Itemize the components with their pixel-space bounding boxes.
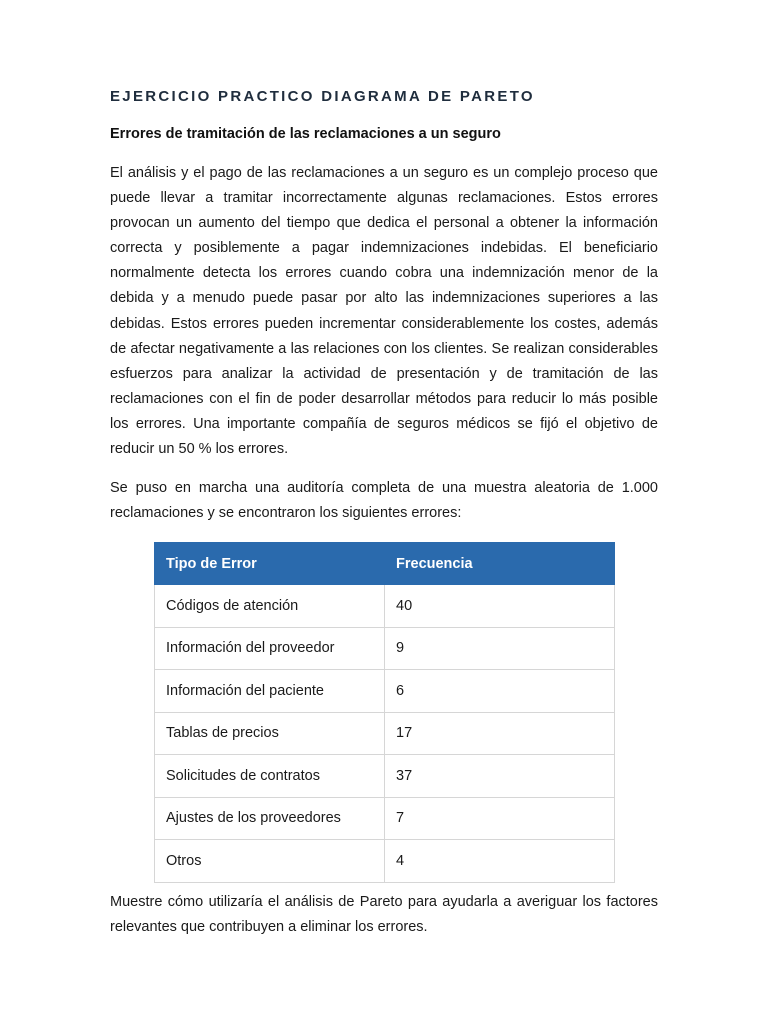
frequency-cell: 9	[385, 627, 615, 670]
error-type-cell: Códigos de atención	[155, 585, 385, 628]
table-row	[155, 670, 615, 713]
table-row	[155, 585, 615, 628]
table-row	[155, 840, 615, 883]
error-frequency-table	[154, 542, 615, 883]
frequency-cell: 4	[385, 840, 615, 883]
error-type-cell: Otros	[155, 840, 385, 883]
frequency-cell: 40	[385, 585, 615, 628]
document-subtitle: Errores de tramitación de las reclamaciones a un seguro	[110, 126, 501, 142]
intro-paragraph: El análisis y el pago de las reclamaciones a un seguro es un complejo proceso que puede llevar a tramitar incorrectamente algunas reclamaciones. Estos errores provocan un aumento del tiempo que dedica el personal a obtener la información correcta y posiblemente a pagar indemnizaciones indebidas. El beneficiario normalmente detecta los errores cuando cobra una indemnización menor de la debida y a menudo puede pasar por alto las indemnizaciones superiores a las debidas. Estos errores pueden incrementar considerablemente los costes, además de afectar negativamente a las relaciones con los clientes. Se realizan considerables esfuerzos para analizar la actividad de presentación y de tramitación de las reclamaciones con el fin de poder desarrollar métodos para reducir lo más posible los errores. Una importante compañía de seguros médicos se fijó el objetivo de reducir un 50 % los errores.	[110, 165, 658, 458]
table-row	[155, 797, 615, 840]
frequency-cell: 6	[385, 670, 615, 713]
frequency-cell: 17	[385, 712, 615, 755]
table-header-row	[155, 543, 615, 585]
error-type-cell: Ajustes de los proveedores	[155, 797, 385, 840]
header-frequency: Frecuencia	[385, 543, 615, 585]
error-type-cell: Información del paciente	[155, 670, 385, 713]
table-row	[155, 712, 615, 755]
error-type-cell: Tablas de precios	[155, 712, 385, 755]
frequency-cell: 7	[385, 797, 615, 840]
document-title: EJERCICIO PRACTICO DIAGRAMA DE PARETO	[110, 88, 535, 105]
error-type-cell: Información del proveedor	[155, 627, 385, 670]
task-paragraph: Muestre cómo utilizaría el análisis de Pareto para ayudarla a averiguar los factores relevantes que contribuyen a eliminar los errores.	[110, 894, 658, 936]
table-row	[155, 627, 615, 670]
audit-paragraph: Se puso en marcha una auditoría completa de una muestra aleatoria de 1.000 reclamaciones y se encontraron los siguientes errores:	[110, 480, 658, 522]
table-row	[155, 755, 615, 798]
error-type-cell: Solicitudes de contratos	[155, 755, 385, 798]
header-error-type: Tipo de Error	[155, 543, 385, 585]
frequency-cell: 37	[385, 755, 615, 798]
